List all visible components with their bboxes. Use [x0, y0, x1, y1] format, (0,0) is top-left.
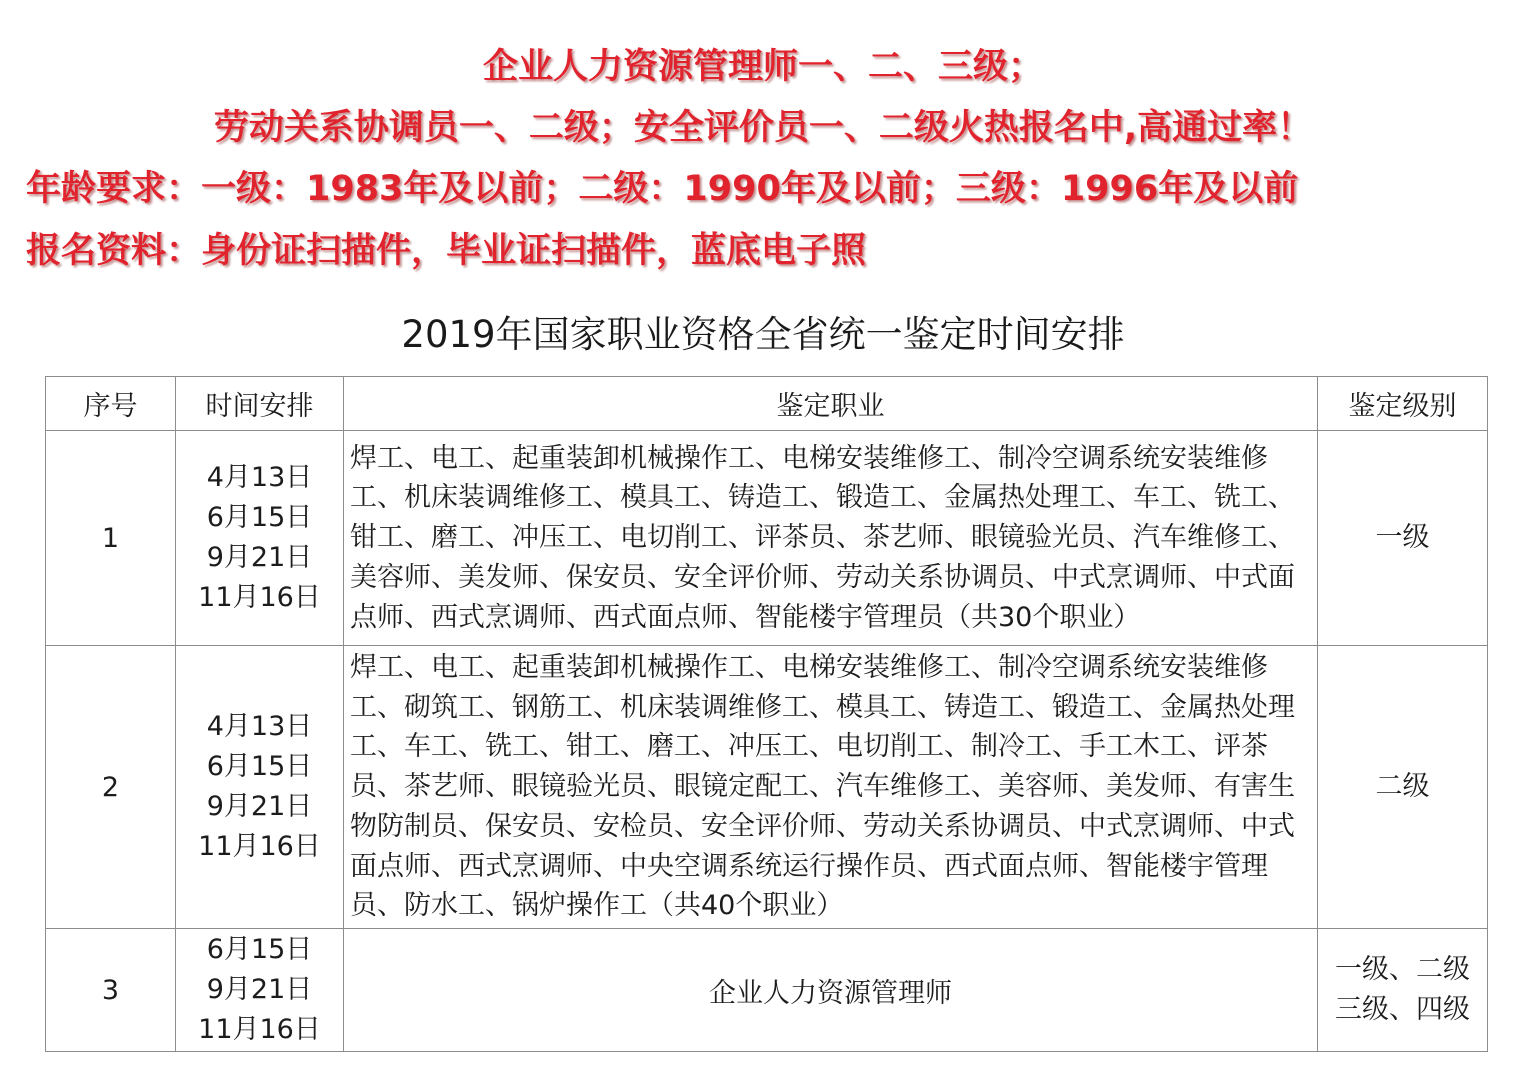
row-level — [1318, 929, 1488, 1052]
level: 一级、二级 — [1335, 954, 1470, 985]
date: 4月13日 — [206, 711, 313, 742]
table-row — [46, 431, 1488, 646]
promo-line-1: 企业人力资源管理师一、二、三级； — [482, 47, 1043, 87]
promo-line-3: 年龄要求：一级：1983年及以前；二级：1990年及以前；三级：1996年及以前 — [26, 169, 1299, 209]
date: 11月16日 — [198, 1014, 321, 1045]
date: 6月15日 — [206, 934, 313, 965]
row-occupations: 焊工、电工、起重装卸机械操作工、电梯安装维修工、制冷空调系统安装维修工、机床装调维修工、模具工、铸造工、锻造工、金属热处理工、车工、铣工、钳工、磨工、冲压工、电切削工、评茶员、茶艺师、眼镜验光员、汽车维修工、美容师、美发师、保安员、安全评价师、劳动关系协调员、中式烹调师、中式面点师、西式烹调师、西式面点师、智能楼宇管理员（共30个职业） — [344, 431, 1318, 646]
schedule-table — [45, 376, 1488, 1052]
header-time: 时间安排 — [176, 377, 344, 431]
row-occupations: 企业人力资源管理师 — [344, 929, 1318, 1052]
table-row — [46, 929, 1488, 1052]
date: 4月13日 — [206, 462, 313, 493]
row-seq: 3 — [46, 929, 176, 1052]
level: 三级、四级 — [1335, 994, 1470, 1025]
header-level: 鉴定级别 — [1318, 377, 1488, 431]
date: 9月21日 — [206, 542, 313, 573]
promo-line-2: 劳动关系协调员一、二级；安全评价员一、二级火热报名中,高通过率！ — [213, 108, 1313, 148]
header-seq: 序号 — [46, 377, 176, 431]
row-seq: 1 — [46, 431, 176, 646]
row-dates — [176, 431, 344, 646]
schedule-title: 2019年国家职业资格全省统一鉴定时间安排 — [401, 313, 1125, 356]
promo-line-4: 报名资料：身份证扫描件，毕业证扫描件，蓝底电子照 — [26, 231, 867, 271]
date: 6月15日 — [206, 751, 313, 782]
row-dates — [176, 646, 344, 929]
date: 9月21日 — [206, 974, 313, 1005]
date: 9月21日 — [206, 791, 313, 822]
date: 6月15日 — [206, 502, 313, 533]
date: 11月16日 — [198, 831, 321, 862]
date: 11月16日 — [198, 582, 321, 613]
row-dates — [176, 929, 344, 1052]
table-row — [46, 646, 1488, 929]
row-occupations: 焊工、电工、起重装卸机械操作工、电梯安装维修工、制冷空调系统安装维修工、砌筑工、钢筋工、机床装调维修工、模具工、铸造工、锻造工、金属热处理工、车工、铣工、钳工、磨工、冲压工、电切削工、制冷工、手工木工、评茶员、茶艺师、眼镜验光员、眼镜定配工、汽车维修工、美容师、美发师、有害生物防制员、保安员、安检员、安全评价师、劳动关系协调员、中式烹调师、中式面点师、西式烹调师、中央空调系统运行操作员、西式面点师、智能楼宇管理员、防水工、锅炉操作工（共40个职业） — [344, 646, 1318, 929]
row-level — [1318, 431, 1488, 646]
row-seq: 2 — [46, 646, 176, 929]
row-level — [1318, 646, 1488, 929]
header-occupation: 鉴定职业 — [344, 377, 1318, 431]
level: 一级 — [1375, 522, 1430, 553]
table-header-row — [46, 377, 1488, 431]
level: 二级 — [1375, 771, 1430, 802]
